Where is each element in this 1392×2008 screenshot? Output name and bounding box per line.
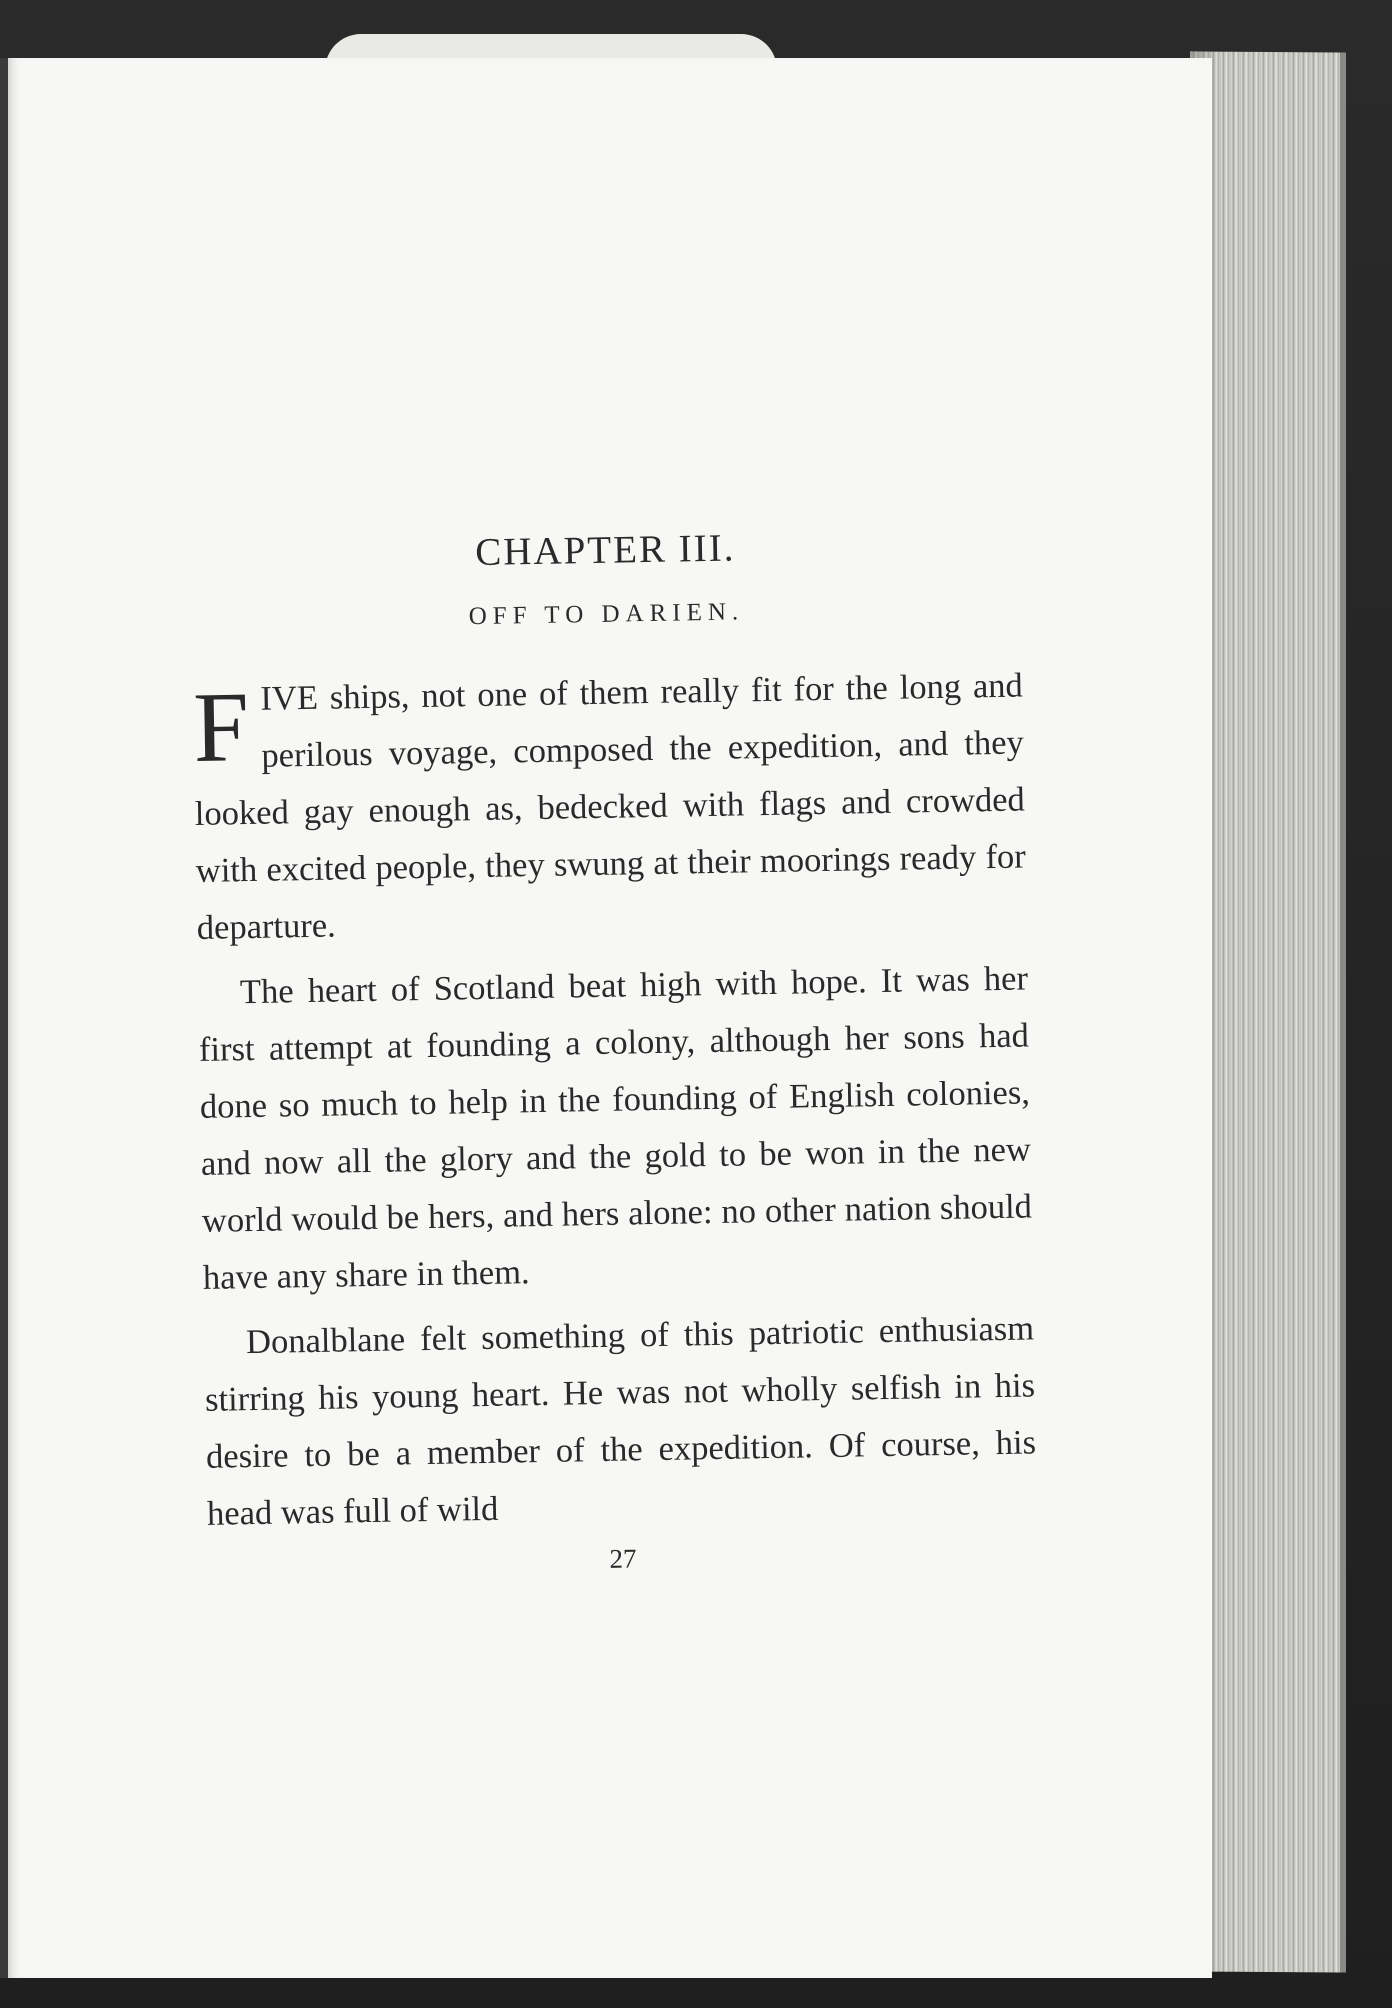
page-content	[190, 521, 1038, 1582]
chapter-subtitle: OFF TO DARIEN.	[468, 598, 745, 631]
paragraph-1-text: IVE ships, not one of them really fit for the long and perilous voyage, composed the expedition, and they looked gay enough as, bedecked with flags and crowded with excited people, they swung at their moorings ready for departure.	[194, 666, 1027, 947]
paragraph-2: The heart of Scotland beat high with hope. It was her first attempt at founding a colony, although her sons had done so much to help in the founding of English colonies, and now all the glory and the gold to be won in the new world would be hers, and hers alone: no other nation should have any share in them.	[198, 959, 1033, 1297]
paragraph-3: Donalblane felt something of this patriotic enthusiasm stirring his young heart. He was not wholly selfish in his desire to be a member of the expedition. Of course, his head was full of wild	[204, 1309, 1037, 1533]
drop-cap: F	[192, 671, 250, 783]
chapter-title: CHAPTER III.	[474, 526, 736, 575]
book-spine-shadow	[0, 58, 8, 1978]
paragraph-1	[192, 657, 1027, 956]
page-number: 27	[609, 1543, 637, 1574]
